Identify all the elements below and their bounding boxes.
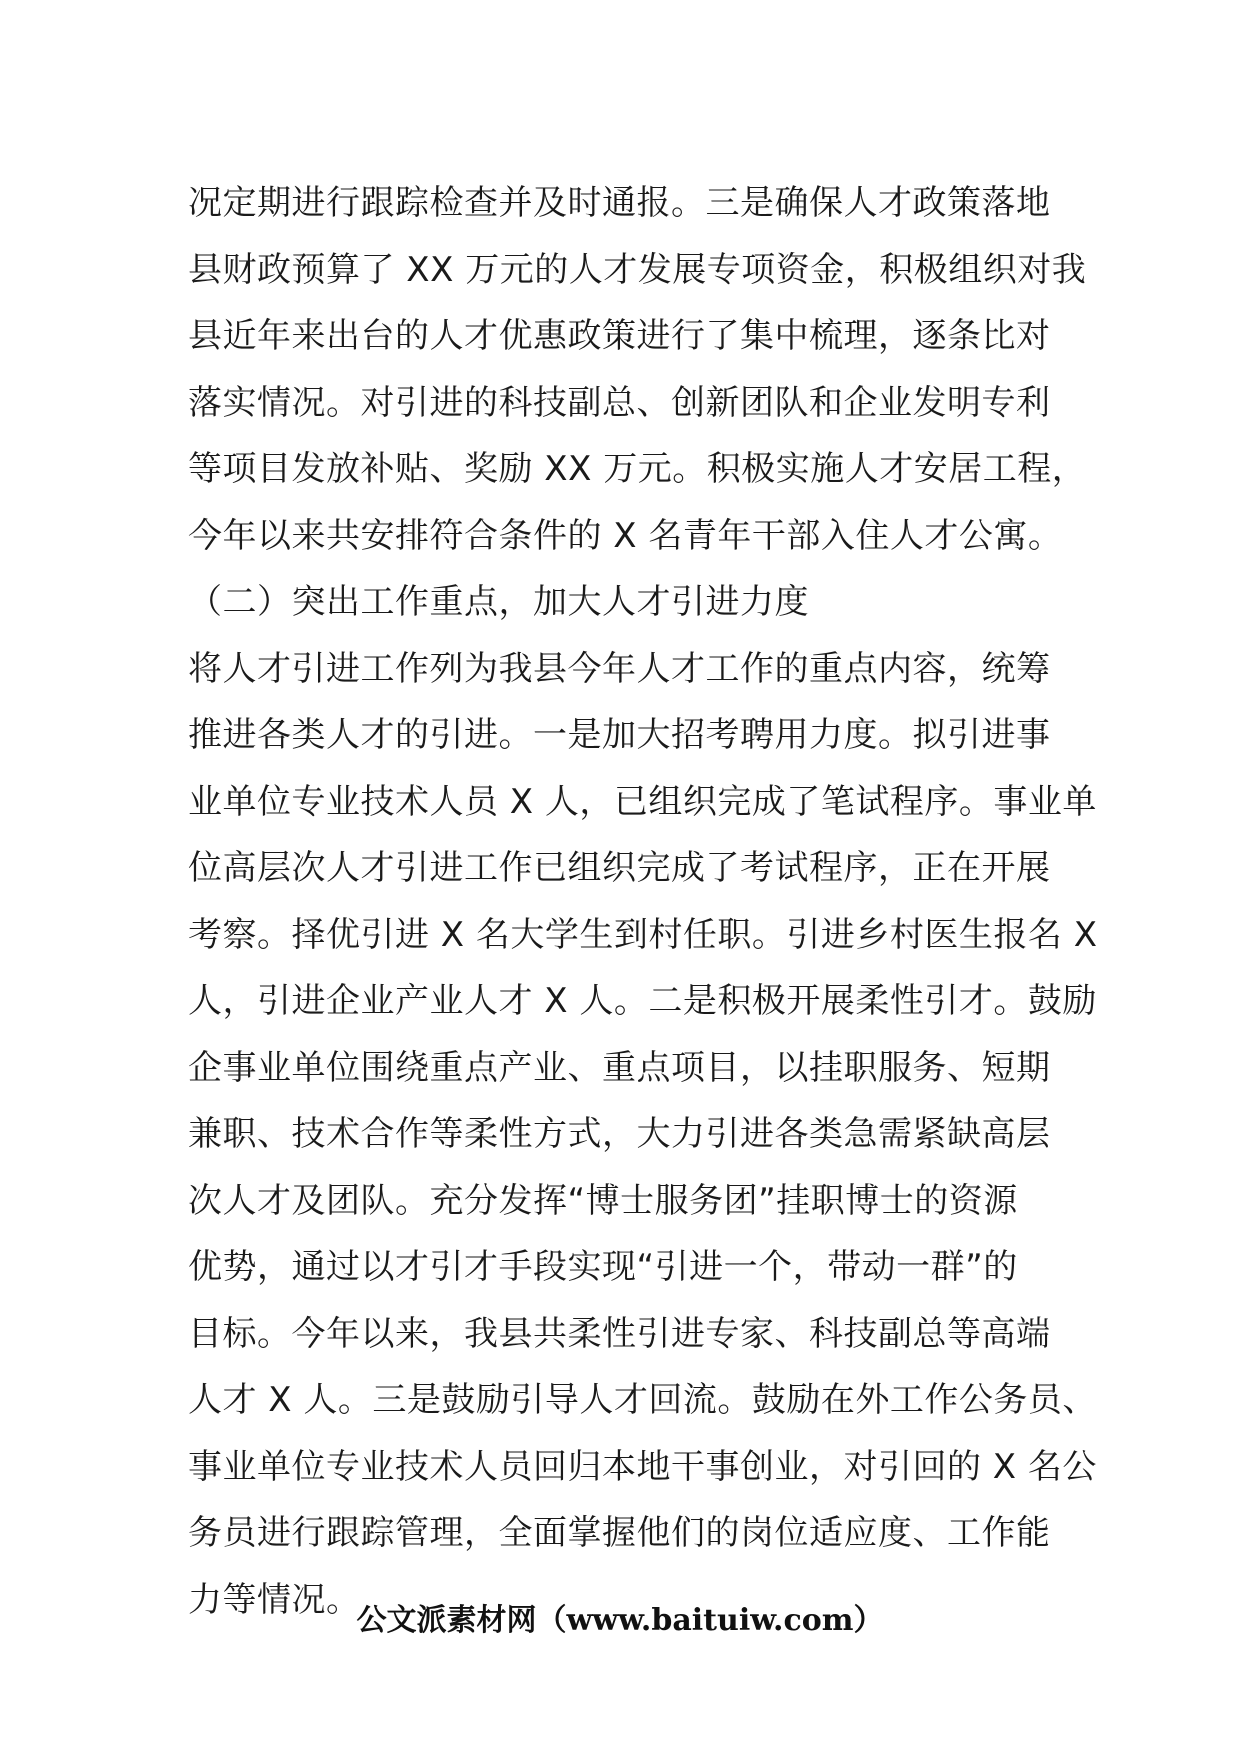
text-line: 人才 X 人。三是鼓励引导人才回流。鼓励在外工作公务员、 [188, 1380, 1097, 1420]
text-line: 考察。择优引进 X 名大学生到村任职。引进乡村医生报名 X [188, 914, 1098, 955]
section-heading: （二）突出工作重点，加大人才引进力度 [188, 582, 809, 622]
text-line: 县财政预算了 XX 万元的人才发展专项资金，积极组织对我 [188, 249, 1087, 290]
text-line: 将人才引进工作列为我县今年人才工作的重点内容，统筹 [188, 648, 1051, 689]
text-line: 业单位专业技术人员 X 人，已组织完成了笔试程序。事业单 [188, 781, 1097, 822]
text-line: 兼职、技术合作等柔性方式，大力引进各类急需紧缺高层 [188, 1114, 1051, 1154]
text-line: 力等情况。 [188, 1579, 361, 1620]
text-line: 等项目发放补贴、奖励 XX 万元。积极实施人才安居工程， [188, 449, 1087, 489]
text-line: 落实情况。对引进的科技副总、创新团队和企业发明专利 [188, 382, 1051, 423]
text-line: 县近年来出台的人才优惠政策进行了集中梳理，逐条比对 [188, 316, 1051, 356]
text-line: 事业单位专业技术人员回归本地干事创业，对引回的 X 名公 [188, 1446, 1097, 1487]
text-line: 人，引进企业产业人才 X 人。二是积极开展柔性引才。鼓励 [188, 981, 1097, 1021]
text-line: 位高层次人才引进工作已组织完成了考试程序，正在开展 [188, 848, 1051, 888]
text-line: 企事业单位围绕重点产业、重点项目，以挂职服务、短期 [188, 1047, 1051, 1088]
text-line: 推进各类人才的引进。一是加大招考聘用力度。拟引进事 [188, 715, 1051, 755]
text-line: 务员进行跟踪管理，全面掌握他们的岗位适应度、工作能 [188, 1513, 1051, 1553]
text-line: 况定期进行跟踪检查并及时通报。三是确保人才政策落地 [188, 183, 1051, 223]
text-line: 目标。今年以来，我县共柔性引进专家、科技副总等高端 [188, 1313, 1051, 1354]
body-text [188, 170, 1098, 1633]
text-line: 次人才及团队。充分发挥“博士服务团”挂职博士的资源 [188, 1180, 1018, 1221]
footer-watermark: 公文派素材网（www.baituiw.com） [356, 1603, 884, 1638]
text-line: 今年以来共安排符合条件的 X 名青年干部入住人才公寓。 [188, 515, 1063, 556]
text-line: 优势，通过以才引才手段实现“引进一个，带动一群”的 [188, 1247, 1018, 1287]
